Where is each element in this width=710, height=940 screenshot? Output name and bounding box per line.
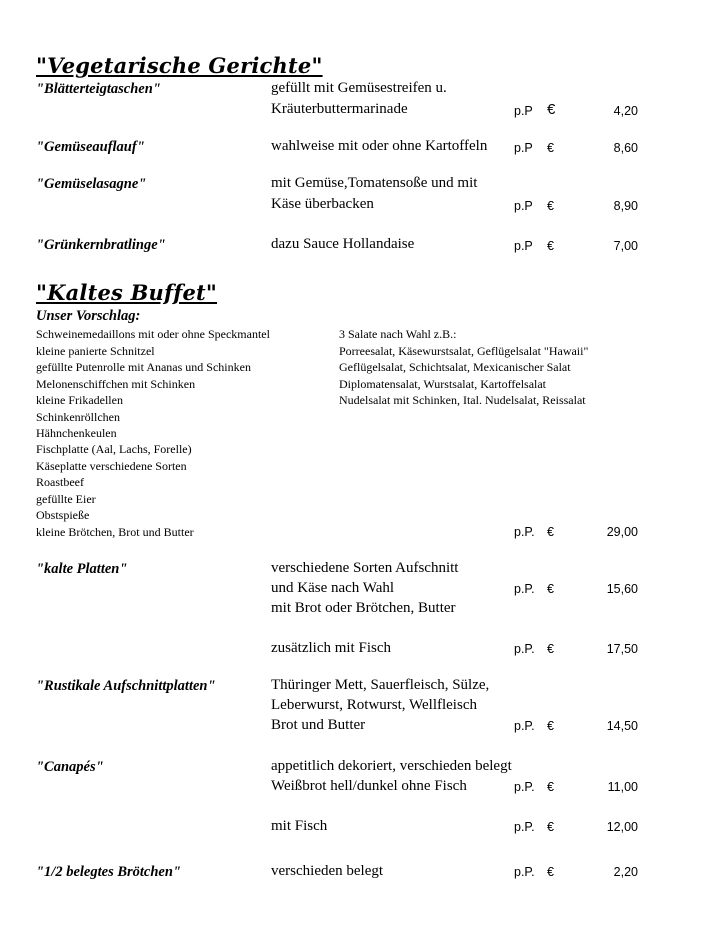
price-unit: p.P. xyxy=(514,642,535,656)
buffet-item: Roastbeef xyxy=(36,475,84,489)
buffet-item: gefüllte Putenrolle mit Ananas und Schinken xyxy=(36,360,251,374)
buffet-item: Obstspieße xyxy=(36,508,90,522)
dish-name: "1/2 belegtes Brötchen" xyxy=(36,864,181,880)
dish-name: "Grünkernbratlinge" xyxy=(36,237,166,253)
price: 8,90 xyxy=(613,199,638,213)
buffet-item: Schinkenröllchen xyxy=(36,410,120,424)
currency-symbol: € xyxy=(547,719,554,733)
dish-desc-line: Weißbrot hell/dunkel ohne Fisch xyxy=(271,778,467,794)
price-unit: p.P. xyxy=(514,820,535,834)
dish-desc-line: Thüringer Mett, Sauerfleisch, Sülze, xyxy=(271,677,490,693)
price: 2,20 xyxy=(613,865,638,879)
buffet-item: Hähnchenkeulen xyxy=(36,426,117,440)
dish-desc-line: Käse überbacken xyxy=(271,196,374,212)
price-unit: p.P xyxy=(514,141,533,155)
price-unit: p.P. xyxy=(514,525,535,539)
buffet-item: Käseplatte verschiedene Sorten xyxy=(36,459,187,473)
section-title-buffet: "Kaltes Buffet" xyxy=(36,280,218,305)
dish-name: "kalte Platten" xyxy=(36,561,128,577)
currency-symbol: € xyxy=(547,865,554,879)
dish-desc-line: appetitlich dekoriert, verschieden belegt xyxy=(271,758,512,774)
price-unit: p.P xyxy=(514,199,533,213)
dish-desc-line: Kräuterbuttermarinade xyxy=(271,101,408,117)
buffet-item: Melonenschiffchen mit Schinken xyxy=(36,377,196,391)
price: 14,50 xyxy=(606,719,638,733)
buffet-subtitle: Unser Vorschlag: xyxy=(36,308,141,324)
price: 4,20 xyxy=(613,104,638,118)
buffet-item: kleine Frikadellen xyxy=(36,393,123,407)
dish-name: "Gemüseauflauf" xyxy=(36,139,145,155)
buffet-item: Schweinemedaillons mit oder ohne Speckmantel xyxy=(36,327,270,341)
dish-name: "Rustikale Aufschnittplatten" xyxy=(36,678,216,694)
currency-symbol: € xyxy=(547,820,554,834)
price: 12,00 xyxy=(606,820,638,834)
buffet-item: kleine panierte Schnitzel xyxy=(36,344,155,358)
buffet-item: Fischplatte (Aal, Lachs, Forelle) xyxy=(36,442,192,456)
dish-desc-line: verschiedene Sorten Aufschnitt xyxy=(271,560,459,576)
price: 17,50 xyxy=(606,642,638,656)
currency-symbol: € xyxy=(547,101,556,118)
price: 11,00 xyxy=(607,780,638,794)
buffet-item: kleine Brötchen, Brot und Butter xyxy=(36,525,194,539)
dish-desc-line: mit Fisch xyxy=(271,818,328,834)
dish-desc-line: Brot und Butter xyxy=(271,717,366,733)
salad-line: 3 Salate nach Wahl z.B.: xyxy=(339,327,457,341)
price-unit: p.P. xyxy=(514,582,535,596)
dish-name: "Canapés" xyxy=(36,759,104,775)
section-title-vegetarian: "Vegetarische Gerichte" xyxy=(36,53,323,78)
dish-desc-line: und Käse nach Wahl xyxy=(271,580,395,596)
price: 7,00 xyxy=(613,239,638,253)
dish-name: "Gemüselasagne" xyxy=(36,176,147,192)
currency-symbol: € xyxy=(547,780,554,794)
dish-desc-line: mit Brot oder Brötchen, Butter xyxy=(271,600,456,616)
dish-desc-line: dazu Sauce Hollandaise xyxy=(271,236,415,252)
price-unit: p.P. xyxy=(514,865,535,879)
dish-name: "Blätterteigtaschen" xyxy=(36,81,161,97)
currency-symbol: € xyxy=(547,642,554,656)
currency-symbol: € xyxy=(547,239,554,253)
currency-symbol: € xyxy=(547,141,554,155)
dish-desc-line: wahlweise mit oder ohne Kartoffeln xyxy=(271,138,488,154)
dish-desc-line: mit Gemüse,Tomatensoße und mit xyxy=(271,175,478,191)
price: 29,00 xyxy=(606,525,638,539)
salad-line: Geflügelsalat, Schichtsalat, Mexicanischer Salat xyxy=(339,360,571,374)
price: 8,60 xyxy=(613,141,638,155)
salad-line: Nudelsalat mit Schinken, Ital. Nudelsalat, Reissalat xyxy=(339,393,586,407)
currency-symbol: € xyxy=(547,582,554,596)
buffet-item: gefüllte Eier xyxy=(36,492,96,506)
price-unit: p.P. xyxy=(514,719,535,733)
currency-symbol: € xyxy=(547,525,554,539)
dish-desc-line: gefüllt mit Gemüsestreifen u. xyxy=(271,80,447,96)
salad-line: Diplomatensalat, Wurstsalat, Kartoffelsalat xyxy=(339,377,547,391)
dish-desc-line: zusätzlich mit Fisch xyxy=(271,640,391,656)
currency-symbol: € xyxy=(547,199,554,213)
price: 15,60 xyxy=(606,582,638,596)
dish-desc-line: verschieden belegt xyxy=(271,863,384,879)
price-unit: p.P. xyxy=(514,780,535,794)
price-unit: p.P xyxy=(514,104,533,118)
dish-desc-line: Leberwurst, Rotwurst, Wellfleisch xyxy=(271,697,477,713)
price-unit: p.P xyxy=(514,239,533,253)
salad-line: Porreesalat, Käsewurstsalat, Geflügelsalat "Hawaii" xyxy=(339,344,589,358)
